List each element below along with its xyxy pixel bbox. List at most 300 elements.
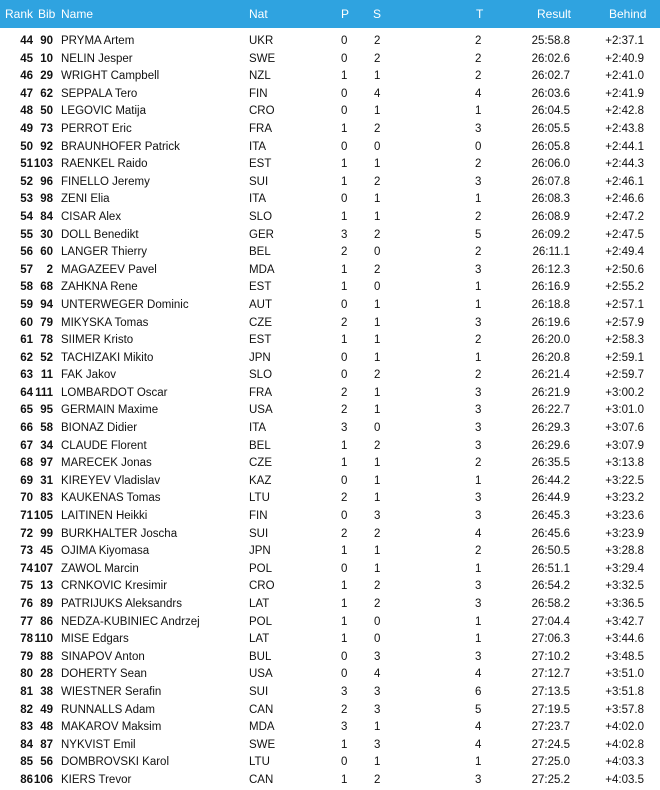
rank-cell: 57	[20, 263, 33, 276]
bib-cell: 68	[40, 281, 53, 294]
behind-time-cell: +2:58.3	[605, 334, 644, 347]
total-misses-cell: 2	[475, 210, 482, 223]
nation-cell: ITA	[249, 193, 267, 206]
athlete-name-cell: OJIMA Kiyomasa	[61, 545, 150, 558]
prone-misses-cell: 1	[341, 158, 348, 171]
prone-misses-cell: 1	[341, 281, 348, 294]
athlete-name-cell: ZAHKNA Rene	[61, 281, 138, 294]
standing-misses-cell: 2	[374, 580, 381, 593]
behind-time-cell: +3:51.0	[605, 668, 644, 681]
nation-cell: CRO	[249, 580, 275, 593]
bib-cell: 73	[40, 122, 53, 135]
nation-cell: CZE	[249, 316, 272, 329]
bib-cell: 110	[34, 633, 53, 646]
athlete-name-cell: GERMAIN Maxime	[61, 404, 159, 417]
total-misses-cell: 1	[475, 193, 482, 206]
athlete-name-cell: WRIGHT Campbell	[61, 70, 160, 83]
standing-misses-cell: 1	[374, 70, 381, 83]
athlete-name-cell: CLAUDE Florent	[61, 439, 147, 452]
bib-cell: 11	[40, 369, 53, 382]
table-row	[0, 666, 660, 684]
rank-cell: 78	[20, 633, 33, 646]
nation-cell: JPN	[249, 545, 271, 558]
nation-cell: FRA	[249, 386, 272, 399]
standing-misses-cell: 0	[374, 246, 381, 259]
result-time-cell: 25:58.8	[531, 35, 570, 47]
total-misses-cell: 3	[475, 175, 482, 188]
standing-misses-cell: 1	[374, 721, 381, 734]
behind-time-cell: +3:22.5	[605, 474, 644, 487]
rank-cell: 47	[20, 87, 33, 100]
standing-misses-cell: 0	[374, 633, 381, 646]
prone-misses-cell: 1	[341, 175, 348, 188]
behind-time-cell: +2:46.1	[605, 175, 644, 188]
table-row	[0, 455, 660, 473]
result-time-cell: 27:06.3	[531, 633, 570, 646]
result-time-cell: 27:25.2	[531, 773, 570, 786]
behind-time-cell: +3:42.7	[605, 615, 644, 628]
prone-misses-cell: 2	[341, 404, 348, 417]
bib-cell: 83	[40, 492, 53, 505]
behind-time-cell: +2:57.1	[605, 298, 644, 311]
behind-time-cell: +4:02.0	[605, 721, 644, 734]
prone-misses-cell: 1	[341, 334, 348, 347]
standing-misses-cell: 2	[374, 598, 381, 610]
results-table-body	[0, 33, 660, 790]
bib-cell: 2	[46, 263, 53, 276]
bib-cell: 78	[40, 334, 53, 347]
rank-cell: 50	[20, 140, 33, 153]
table-row	[0, 526, 660, 544]
behind-time-cell: +2:43.8	[605, 122, 644, 135]
athlete-name-cell: NELIN Jesper	[61, 52, 133, 65]
athlete-name-cell: RAENKEL Raido	[61, 158, 148, 171]
table-row	[0, 103, 660, 121]
nation-cell: SWE	[249, 738, 276, 751]
prone-misses-cell: 1	[341, 210, 348, 223]
bib-cell: 34	[40, 439, 53, 452]
total-misses-cell: 1	[475, 298, 482, 311]
nation-cell: LTU	[249, 756, 270, 769]
rank-cell: 84	[20, 738, 33, 751]
standing-misses-cell: 1	[374, 105, 381, 118]
table-row	[0, 490, 660, 508]
bib-cell: 62	[40, 87, 53, 100]
table-row	[0, 737, 660, 755]
table-row	[0, 51, 660, 69]
behind-time-cell: +2:59.1	[605, 351, 644, 364]
column-header-prone: P	[341, 7, 350, 21]
table-row	[0, 244, 660, 262]
bib-cell: 94	[40, 298, 53, 311]
standing-misses-cell: 3	[374, 650, 381, 663]
standing-misses-cell: 1	[374, 562, 381, 575]
total-misses-cell: 1	[475, 615, 482, 628]
athlete-name-cell: BIONAZ Didier	[61, 422, 138, 435]
result-time-cell: 27:25.0	[531, 756, 570, 769]
rank-cell: 53	[20, 193, 33, 206]
bib-cell: 45	[40, 545, 53, 558]
table-row	[0, 367, 660, 385]
prone-misses-cell: 0	[341, 369, 348, 382]
result-time-cell: 26:45.6	[531, 527, 570, 540]
behind-time-cell: +3:23.6	[605, 510, 644, 523]
athlete-name-cell: ZENI Elia	[61, 193, 110, 206]
nation-cell: POL	[249, 562, 273, 575]
standing-misses-cell: 2	[374, 773, 381, 786]
standing-misses-cell: 2	[374, 263, 381, 276]
standing-misses-cell: 2	[374, 439, 381, 452]
total-misses-cell: 2	[475, 246, 482, 259]
result-time-cell: 26:50.5	[531, 545, 570, 558]
table-row	[0, 596, 660, 614]
total-misses-cell: 3	[475, 492, 482, 505]
rank-cell: 55	[20, 228, 33, 241]
bib-cell: 89	[40, 598, 53, 610]
rank-cell: 63	[20, 369, 33, 382]
bib-cell: 99	[40, 527, 53, 540]
athlete-name-cell: LOMBARDOT Oscar	[61, 386, 168, 399]
table-row	[0, 561, 660, 579]
bib-cell: 58	[40, 422, 53, 435]
behind-time-cell: +3:13.8	[605, 457, 644, 470]
rank-cell: 77	[20, 615, 33, 628]
behind-time-cell: +3:51.8	[605, 685, 644, 698]
athlete-name-cell: DOHERTY Sean	[61, 668, 147, 681]
behind-time-cell: +4:03.3	[605, 756, 644, 769]
behind-time-cell: +2:47.2	[605, 210, 644, 223]
result-time-cell: 26:11.1	[532, 246, 570, 259]
rank-cell: 52	[20, 175, 33, 188]
behind-time-cell: +3:07.9	[605, 439, 644, 452]
nation-cell: KAZ	[249, 474, 272, 487]
bib-cell: 105	[33, 510, 53, 523]
behind-time-cell: +3:28.8	[605, 545, 644, 558]
athlete-name-cell: PRYMA Artem	[61, 35, 135, 47]
nation-cell: USA	[249, 404, 273, 417]
behind-time-cell: +2:44.3	[605, 158, 644, 171]
result-time-cell: 26:06.0	[531, 158, 570, 171]
result-time-cell: 27:24.5	[531, 738, 570, 751]
table-row	[0, 121, 660, 139]
behind-time-cell: +2:41.0	[605, 70, 644, 83]
table-row	[0, 772, 660, 790]
nation-cell: EST	[249, 334, 272, 347]
nation-cell: BUL	[249, 650, 272, 663]
total-misses-cell: 5	[475, 228, 482, 241]
prone-misses-cell: 3	[341, 422, 348, 435]
total-misses-cell: 2	[475, 369, 482, 382]
athlete-name-cell: SIIMER Kristo	[61, 334, 134, 347]
athlete-name-cell: LANGER Thierry	[61, 246, 148, 259]
rank-cell: 80	[20, 668, 33, 681]
table-row	[0, 68, 660, 86]
athlete-name-cell: NEDZA-KUBINIEC Andrzej	[61, 615, 200, 628]
rank-cell: 49	[20, 122, 33, 135]
behind-time-cell: +2:41.9	[605, 87, 644, 100]
prone-misses-cell: 1	[341, 122, 348, 135]
rank-cell: 60	[20, 316, 33, 329]
nation-cell: EST	[249, 281, 272, 294]
prone-misses-cell: 1	[341, 633, 348, 646]
total-misses-cell: 1	[475, 351, 482, 364]
rank-cell: 76	[20, 598, 33, 610]
result-time-cell: 26:08.3	[531, 193, 570, 206]
table-row	[0, 156, 660, 174]
column-header-standing: S	[373, 7, 382, 21]
bib-cell: 52	[40, 351, 53, 364]
athlete-name-cell: LEGOVIC Matija	[61, 105, 146, 118]
result-time-cell: 26:21.4	[531, 369, 570, 382]
athlete-name-cell: DOMBROVSKI Karol	[61, 756, 169, 769]
nation-cell: MDA	[249, 263, 275, 276]
result-time-cell: 26:05.5	[531, 122, 570, 135]
standing-misses-cell: 1	[374, 210, 381, 223]
rank-cell: 67	[20, 439, 33, 452]
prone-misses-cell: 1	[341, 598, 348, 610]
behind-time-cell: +3:44.6	[605, 633, 644, 646]
table-row	[0, 420, 660, 438]
behind-time-cell: +3:01.0	[605, 404, 644, 417]
standing-misses-cell: 0	[374, 281, 381, 294]
rank-cell: 75	[20, 580, 33, 593]
standing-misses-cell: 2	[374, 527, 381, 540]
nation-cell: SLO	[249, 210, 273, 223]
bib-cell: 86	[40, 615, 53, 628]
prone-misses-cell: 2	[341, 492, 348, 505]
prone-misses-cell: 1	[341, 545, 348, 558]
rank-cell: 86	[20, 773, 33, 786]
rank-cell: 46	[20, 70, 33, 83]
total-misses-cell: 3	[475, 422, 482, 435]
athlete-name-cell: KIERS Trevor	[61, 773, 132, 786]
rank-cell: 59	[20, 298, 33, 311]
prone-misses-cell: 2	[341, 527, 348, 540]
rank-cell: 56	[20, 246, 33, 259]
prone-misses-cell: 0	[341, 87, 348, 100]
result-time-cell: 27:23.7	[531, 721, 570, 734]
prone-misses-cell: 1	[341, 773, 348, 786]
athlete-name-cell: UNTERWEGER Dominic	[61, 298, 189, 311]
bib-cell: 30	[40, 228, 53, 241]
bib-cell: 95	[40, 404, 53, 417]
table-row	[0, 702, 660, 720]
behind-time-cell: +2:59.7	[605, 369, 644, 382]
result-time-cell: 26:54.2	[531, 580, 570, 593]
athlete-name-cell: BURKHALTER Joscha	[61, 527, 178, 540]
bib-cell: 84	[40, 210, 53, 223]
behind-time-cell: +2:46.6	[605, 193, 644, 206]
behind-time-cell: +3:36.5	[605, 598, 644, 610]
athlete-name-cell: FINELLO Jeremy	[61, 175, 150, 188]
athlete-name-cell: MISE Edgars	[61, 633, 129, 646]
total-misses-cell: 4	[475, 668, 482, 681]
nation-cell: MDA	[249, 721, 275, 734]
athlete-name-cell: SINAPOV Anton	[61, 650, 145, 663]
nation-cell: FIN	[249, 510, 268, 523]
nation-cell: SWE	[249, 52, 276, 65]
table-row	[0, 315, 660, 333]
prone-misses-cell: 3	[341, 685, 348, 698]
rank-cell: 58	[20, 281, 33, 294]
nation-cell: CAN	[249, 773, 274, 786]
result-time-cell: 26:51.1	[531, 562, 570, 575]
prone-misses-cell: 1	[341, 580, 348, 593]
standing-misses-cell: 3	[374, 738, 381, 751]
bib-cell: 79	[40, 316, 53, 329]
athlete-name-cell: KIREYEV Vladislav	[61, 474, 161, 487]
total-misses-cell: 2	[475, 457, 482, 470]
rank-cell: 61	[20, 334, 33, 347]
bib-cell: 60	[40, 246, 53, 259]
prone-misses-cell: 3	[341, 721, 348, 734]
nation-cell: FRA	[249, 122, 272, 135]
table-row	[0, 508, 660, 526]
athlete-name-cell: MAKAROV Maksim	[61, 721, 162, 734]
total-misses-cell: 1	[475, 562, 482, 575]
bib-cell: 13	[40, 580, 53, 593]
total-misses-cell: 1	[475, 474, 482, 487]
standing-misses-cell: 2	[374, 175, 381, 188]
behind-time-cell: +3:23.2	[605, 492, 644, 505]
result-time-cell: 26:20.8	[531, 351, 570, 364]
result-time-cell: 26:22.7	[531, 404, 570, 417]
behind-time-cell: +3:57.8	[605, 703, 644, 716]
prone-misses-cell: 1	[341, 439, 348, 452]
behind-time-cell: +2:55.2	[605, 281, 644, 294]
prone-misses-cell: 0	[341, 35, 348, 47]
total-misses-cell: 3	[475, 510, 482, 523]
rank-cell: 70	[20, 492, 33, 505]
standing-misses-cell: 1	[374, 545, 381, 558]
column-header-result: Result	[537, 7, 572, 21]
total-misses-cell: 1	[475, 281, 482, 294]
table-row	[0, 297, 660, 315]
standing-misses-cell: 1	[374, 316, 381, 329]
results-table-header	[0, 0, 660, 28]
table-row	[0, 350, 660, 368]
total-misses-cell: 0	[475, 140, 482, 153]
total-misses-cell: 2	[475, 158, 482, 171]
nation-cell: AUT	[249, 298, 272, 311]
column-header-name: Name	[61, 7, 94, 21]
nation-cell: USA	[249, 668, 273, 681]
nation-cell: POL	[249, 615, 273, 628]
nation-cell: ITA	[249, 140, 267, 153]
bib-cell: 96	[40, 175, 53, 188]
nation-cell: EST	[249, 158, 272, 171]
total-misses-cell: 2	[475, 35, 482, 47]
result-time-cell: 26:21.9	[531, 386, 570, 399]
standing-misses-cell: 1	[374, 334, 381, 347]
column-header-nat: Nat	[249, 7, 268, 21]
bib-cell: 50	[40, 105, 53, 118]
total-misses-cell: 4	[475, 527, 482, 540]
rank-cell: 79	[20, 650, 33, 663]
nation-cell: ITA	[249, 422, 267, 435]
standing-misses-cell: 2	[374, 122, 381, 135]
bib-cell: 90	[40, 35, 53, 47]
nation-cell: LAT	[249, 633, 270, 646]
bib-cell: 103	[33, 158, 53, 171]
table-row	[0, 86, 660, 104]
prone-misses-cell: 0	[341, 510, 348, 523]
bib-cell: 88	[40, 650, 53, 663]
behind-time-cell: +3:00.2	[605, 386, 644, 399]
athlete-name-cell: WIESTNER Serafin	[61, 685, 162, 698]
athlete-name-cell: DOLL Benedikt	[61, 228, 139, 241]
total-misses-cell: 3	[475, 439, 482, 452]
standing-misses-cell: 2	[374, 369, 381, 382]
behind-time-cell: +3:23.9	[605, 527, 644, 540]
result-time-cell: 26:08.9	[531, 210, 570, 223]
total-misses-cell: 2	[475, 70, 482, 83]
behind-time-cell: +3:48.5	[605, 650, 644, 663]
rank-cell: 45	[20, 52, 33, 65]
behind-time-cell: +3:07.6	[605, 422, 644, 435]
result-time-cell: 27:19.5	[531, 703, 570, 716]
total-misses-cell: 3	[475, 650, 482, 663]
rank-cell: 69	[20, 474, 33, 487]
behind-time-cell: +2:40.9	[605, 52, 644, 65]
nation-cell: CAN	[249, 703, 274, 716]
athlete-name-cell: KAUKENAS Tomas	[61, 492, 161, 505]
result-time-cell: 26:07.8	[531, 175, 570, 188]
standing-misses-cell: 1	[374, 404, 381, 417]
rank-cell: 51	[20, 158, 33, 171]
table-row	[0, 614, 660, 632]
athlete-name-cell: ZAWOL Marcin	[61, 562, 139, 575]
behind-time-cell: +2:57.9	[605, 316, 644, 329]
athlete-name-cell: TACHIZAKI Mikito	[61, 351, 154, 364]
athlete-name-cell: BRAUNHOFER Patrick	[61, 140, 180, 153]
prone-misses-cell: 0	[341, 140, 348, 153]
behind-time-cell: +3:32.5	[605, 580, 644, 593]
rank-cell: 83	[20, 721, 33, 734]
standing-misses-cell: 2	[374, 35, 381, 47]
bib-cell: 56	[40, 756, 53, 769]
column-header-behind: Behind	[609, 7, 647, 21]
prone-misses-cell: 0	[341, 650, 348, 663]
nation-cell: NZL	[249, 70, 271, 83]
behind-time-cell: +3:29.4	[605, 562, 644, 575]
total-misses-cell: 4	[475, 87, 482, 100]
nation-cell: LTU	[249, 492, 270, 505]
rank-cell: 82	[20, 703, 33, 716]
behind-time-cell: +4:03.5	[605, 773, 644, 786]
nation-cell: GER	[249, 228, 274, 241]
prone-misses-cell: 1	[341, 738, 348, 751]
athlete-name-cell: MIKYSKA Tomas	[61, 316, 149, 329]
bib-cell: 107	[33, 562, 53, 575]
total-misses-cell: 3	[475, 263, 482, 276]
table-row	[0, 174, 660, 192]
rank-cell: 85	[20, 756, 33, 769]
standing-misses-cell: 1	[374, 158, 381, 171]
prone-misses-cell: 0	[341, 474, 348, 487]
standing-misses-cell: 1	[374, 298, 381, 311]
total-misses-cell: 3	[475, 580, 482, 593]
prone-misses-cell: 0	[341, 105, 348, 118]
total-misses-cell: 6	[475, 685, 482, 698]
total-misses-cell: 3	[475, 404, 482, 417]
behind-time-cell: +2:47.5	[605, 228, 644, 241]
result-time-cell: 26:29.3	[531, 422, 570, 435]
athlete-name-cell: MAGAZEEV Pavel	[61, 263, 157, 276]
bib-cell: 111	[35, 386, 53, 399]
nation-cell: BEL	[249, 246, 271, 259]
column-header-bib: Bib	[38, 7, 56, 21]
